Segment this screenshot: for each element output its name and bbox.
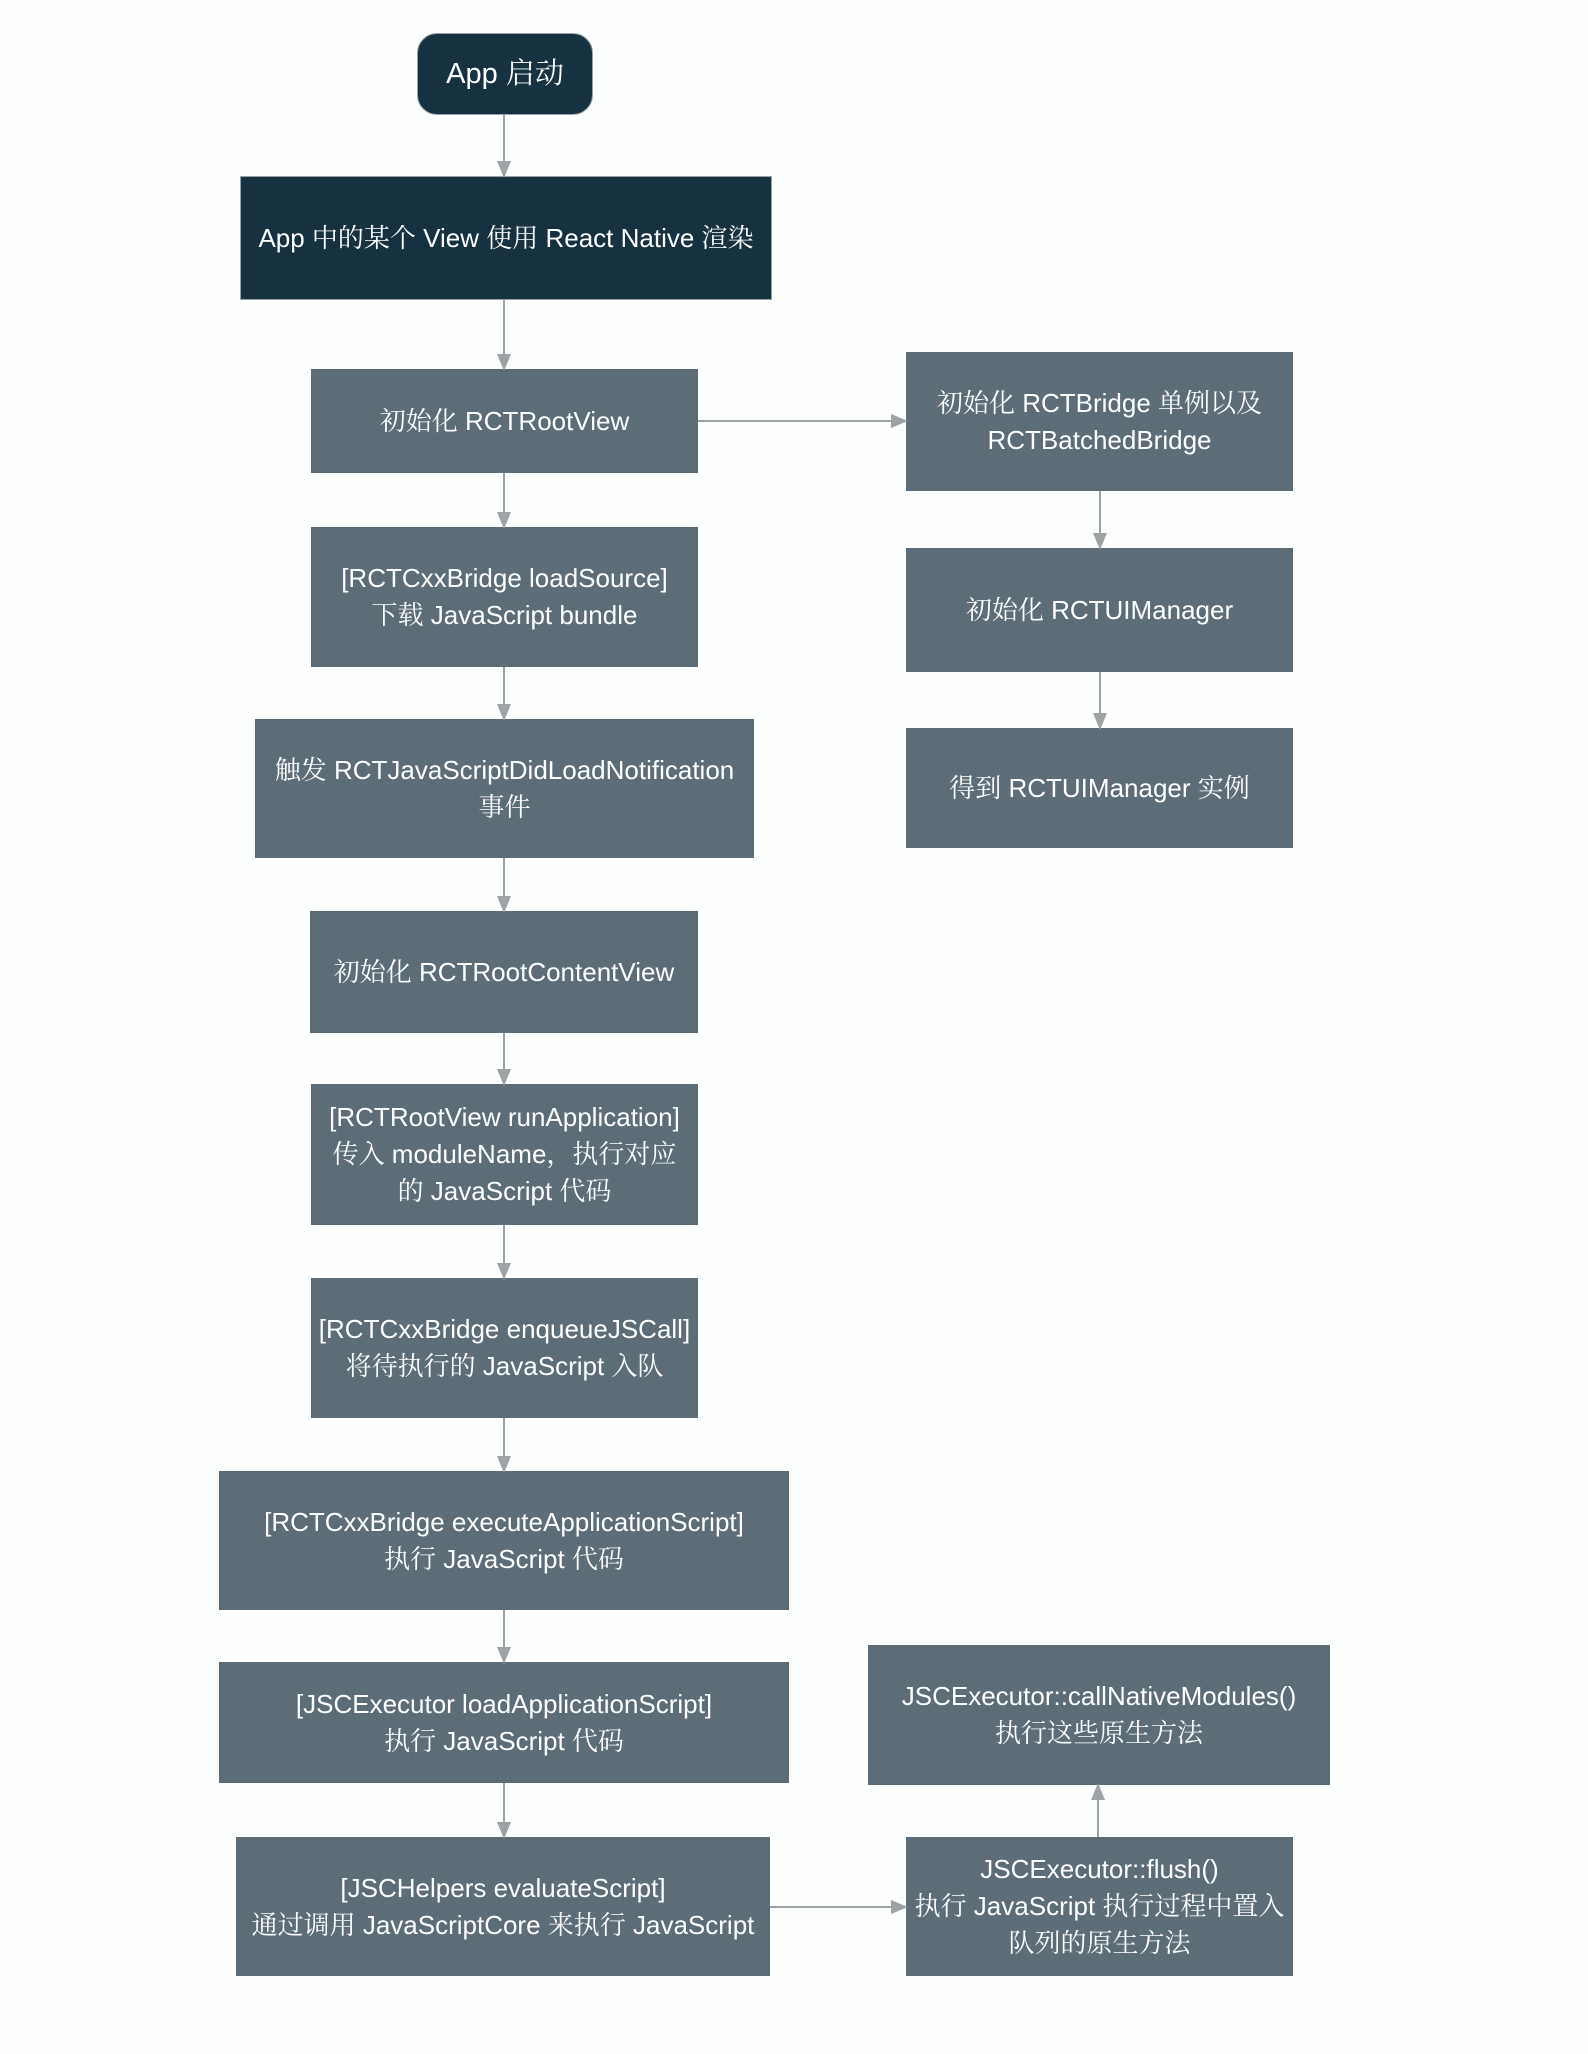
edge-init-rctuimanager-to-got-instance-arrow-down-icon (1099, 672, 1101, 728)
edge-flush-to-callnativemodules-arrow-up-icon (1097, 1785, 1099, 1837)
node-init-rctrootcontentview (310, 911, 698, 1033)
node-flush-line1: JSCExecutor::flush() (980, 1854, 1219, 1884)
node-app-start (417, 33, 593, 115)
node-callnativemodules (868, 1645, 1330, 1785)
node-loadsource (311, 527, 698, 667)
edge-runapplication-to-enqueuejscall-arrow-down-icon (503, 1225, 505, 1278)
node-evaluatescript-line2: 通过调用 JavaScriptCore 来执行 JavaScript (251, 1909, 755, 1940)
node-executeapplicationscript-line1: [RCTCxxBridge executeApplicationScript] (264, 1506, 744, 1537)
node-loadapplicationscript (219, 1662, 789, 1783)
edge-init-rctbridge-to-init-rctuimanager-arrow-down-icon (1099, 491, 1101, 548)
node-flush-line2: 执行 JavaScript 执行过程中置入 (914, 1891, 1285, 1921)
node-evaluatescript (236, 1837, 770, 1976)
node-enqueuejscall-line2: 将待执行的 JavaScript 入队 (345, 1351, 664, 1381)
node-init-rctrootview-label: 初始化 RCTRootView (379, 405, 630, 436)
node-flush (906, 1837, 1293, 1976)
node-app-start-label: App 启动 (446, 57, 564, 90)
node-executeapplicationscript-line2: 执行 JavaScript 代码 (384, 1543, 624, 1574)
edge-didload-to-init-rctrootcontentview-arrow-down-icon (503, 858, 505, 911)
node-app-view-rendered-with-react-native (240, 176, 772, 300)
node-loadapplicationscript-line2: 执行 JavaScript 代码 (384, 1725, 624, 1756)
edge-init-rctrootview-to-loadsource-arrow-down-icon (503, 473, 505, 527)
node-loadapplicationscript-line1: [JSCExecutor loadApplicationScript] (295, 1688, 713, 1719)
edge-enqueuejscall-to-executescript-arrow-down-icon (503, 1418, 505, 1471)
node-runapplication-line3: 的 JavaScript 代码 (397, 1176, 612, 1206)
node-got-rctuimanager-label: 得到 RCTUIManager 实例 (949, 772, 1250, 803)
edge-executescript-to-loadscript-arrow-down-icon (503, 1610, 505, 1662)
edge-rootcontentview-to-runapplication-arrow-down-icon (503, 1033, 505, 1084)
node-init-rctbridge-line2: RCTBatchedBridge (987, 424, 1212, 455)
edge-init-rctrootview-to-init-rctbridge-arrow-right-icon (698, 420, 906, 422)
node-callnativemodules-line2: 执行这些原生方法 (994, 1718, 1203, 1748)
node-init-rctbridge (906, 352, 1293, 491)
edge-loadsource-to-didload-notification-arrow-down-icon (503, 667, 505, 719)
edge-app-start-to-app-view-arrow-down-icon (503, 115, 505, 176)
node-evaluatescript-line1: [JSCHelpers evaluateScript] (340, 1872, 666, 1903)
node-didload-notification-line2: 事件 (478, 791, 531, 822)
node-runapplication-line1: [RCTRootView runApplication] (329, 1102, 680, 1132)
node-init-rctrootcontentview-label: 初始化 RCTRootContentView (333, 956, 675, 987)
node-loadsource-line2: 下载 JavaScript bundle (371, 600, 638, 630)
node-init-rctrootview (311, 369, 698, 473)
node-runapplication-line2: 传入 moduleName，执行对应 (332, 1139, 677, 1169)
edge-evaluatescript-to-flush-arrow-right-icon (770, 1906, 906, 1908)
node-didload-notification-line1: 触发 RCTJavaScriptDidLoadNotification (274, 754, 735, 785)
edge-app-view-to-init-rctrootview-arrow-down-icon (503, 300, 505, 369)
edge-loadscript-to-evaluatescript-arrow-down-icon (503, 1783, 505, 1837)
node-app-view-label: App 中的某个 View 使用 React Native 渲染 (258, 222, 754, 253)
node-loadsource-line1: [RCTCxxBridge loadSource] (341, 563, 668, 593)
node-enqueuejscall-line1: [RCTCxxBridge enqueueJSCall] (318, 1314, 691, 1344)
node-flush-line3: 队列的原生方法 (1008, 1928, 1191, 1958)
node-init-rctuimanager-label: 初始化 RCTUIManager (965, 594, 1234, 625)
node-enqueuejscall (311, 1278, 698, 1418)
node-init-rctbridge-line1: 初始化 RCTBridge 单例以及 (936, 387, 1263, 418)
node-got-rctuimanager-instance (906, 728, 1293, 848)
node-runapplication (311, 1084, 698, 1225)
node-didload-notification (255, 719, 754, 858)
node-callnativemodules-line1: JSCExecutor::callNativeModules() (901, 1681, 1297, 1711)
node-executeapplicationscript (219, 1471, 789, 1610)
node-init-rctuimanager (906, 548, 1293, 672)
